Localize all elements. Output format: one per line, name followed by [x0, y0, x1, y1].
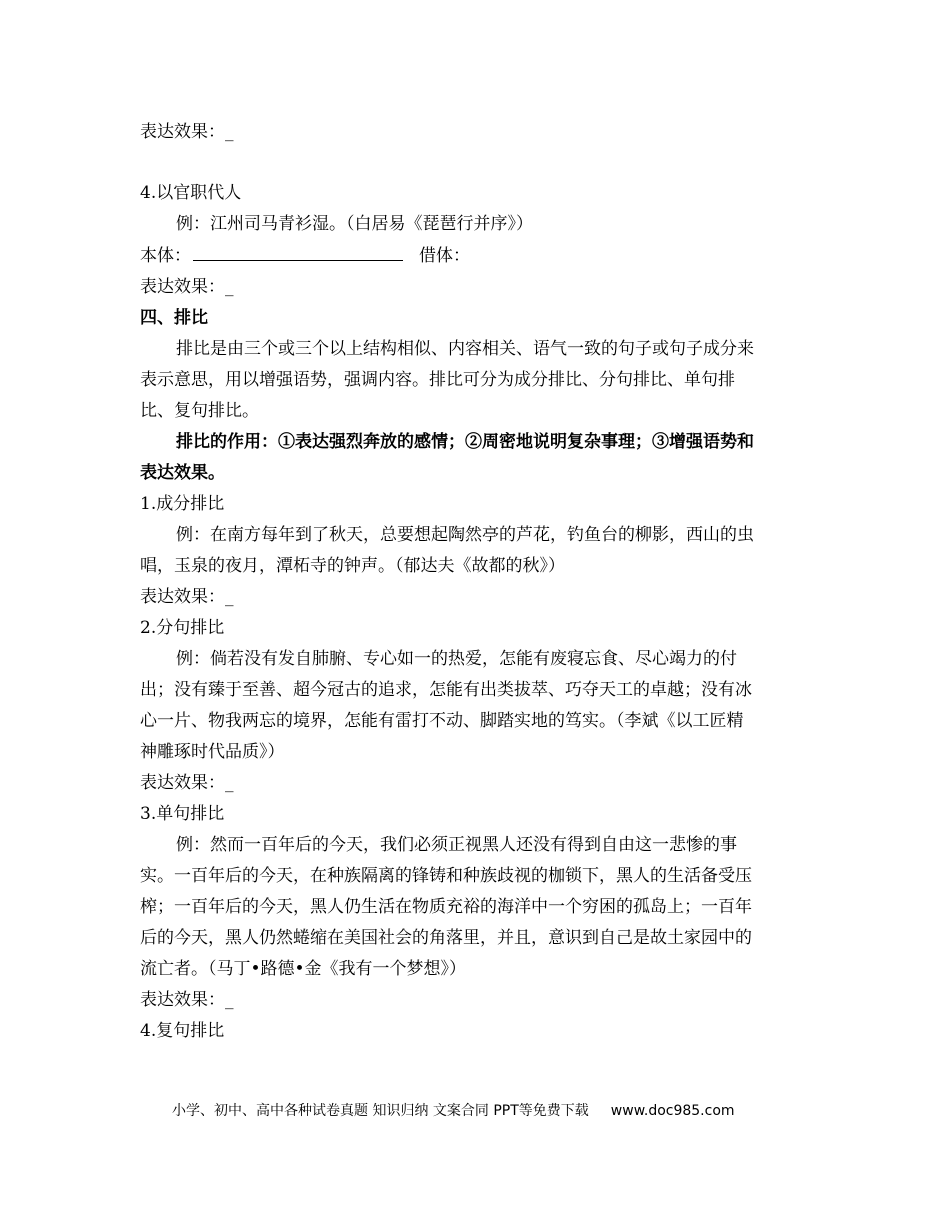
section-heading-parallelism: 四、排比: [140, 308, 208, 328]
vehicle-label: 借体：: [419, 246, 470, 266]
example-line: 流亡者。（马丁•路德•金《我有一个梦想》）: [140, 959, 467, 979]
tenor-vehicle-line: [140, 244, 470, 267]
paragraph-line: 表示意思，用以增强语势，强调内容。排比可分为成分排比、分句排比、单句排: [140, 370, 735, 390]
subsection-heading-4: 4.以官职代人: [140, 183, 242, 203]
tenor-blank: [193, 244, 403, 261]
example-line: 出；没有臻于至善、超今冠古的追求，怎能有出类拔萃、巧夺天工的卓越；没有冰: [140, 680, 752, 700]
example-line: 榨；一百年后的今天，黑人仍生活在物质充裕的海洋中一个穷困的孤岛上；一百年: [140, 897, 752, 917]
answer-line-1: 表达效果：_: [140, 122, 234, 142]
answer-line-5: 表达效果：_: [140, 990, 234, 1010]
page-footer: [172, 1101, 735, 1121]
subsection-heading-3: 3.单句排比: [140, 804, 225, 824]
paragraph-line: 比、复句排比。: [140, 401, 259, 421]
answer-line-2: 表达效果：_: [140, 277, 234, 297]
tenor-label: 本体：: [140, 246, 191, 266]
example-line: 后的今天，黑人仍然蜷缩在美国社会的角落里，并且，意识到自己是故土家园中的: [140, 928, 752, 948]
subsection-heading-1: 1.成分排比: [140, 494, 225, 514]
answer-line-3: 表达效果：_: [140, 587, 234, 607]
example-line: 例：倘若没有发自肺腑、专心如一的热爱，怎能有废寝忘食、尽心竭力的付: [176, 649, 737, 669]
example-line: 心一片、物我两忘的境界，怎能有雷打不动、脚踏实地的笃实。（李斌《以工匠精: [140, 711, 744, 731]
function-line: 表达效果。: [140, 463, 225, 483]
example-line: 唱，玉泉的夜月，潭柘寺的钟声。（郁达夫《故都的秋》）: [140, 556, 565, 576]
subsection-heading-4b: 4.复句排比: [140, 1021, 225, 1041]
example-line: 例：江州司马青衫湿。（白居易《琵琶行并序》）: [176, 214, 533, 234]
example-line: 例：然而一百年后的今天，我们必须正视黑人还没有得到自由这一悲惨的事: [176, 835, 737, 855]
example-line: 神雕琢时代品质》）: [140, 742, 285, 762]
subsection-heading-2: 2.分句排比: [140, 618, 225, 638]
example-line: 实。一百年后的今天，在种族隔离的锋铸和种族歧视的枷锁下，黑人的生活备受压: [140, 866, 752, 886]
footer-text: 小学、初中、高中各种试卷真题 知识归纳 文案合同 PPT等免费下载: [172, 1103, 589, 1119]
example-line: 例：在南方每年到了秋天，总要想起陶然亭的芦花，钓鱼台的柳影，西山的虫: [176, 525, 754, 545]
footer-url[interactable]: www.doc985.com: [610, 1103, 735, 1119]
paragraph-line: 排比是由三个或三个以上结构相似、内容相关、语气一致的句子或句子成分来: [176, 339, 754, 359]
answer-line-4: 表达效果：_: [140, 773, 234, 793]
function-line: 排比的作用：①表达强烈奔放的感情；②周密地说明复杂事理；③增强语势和: [176, 432, 754, 452]
